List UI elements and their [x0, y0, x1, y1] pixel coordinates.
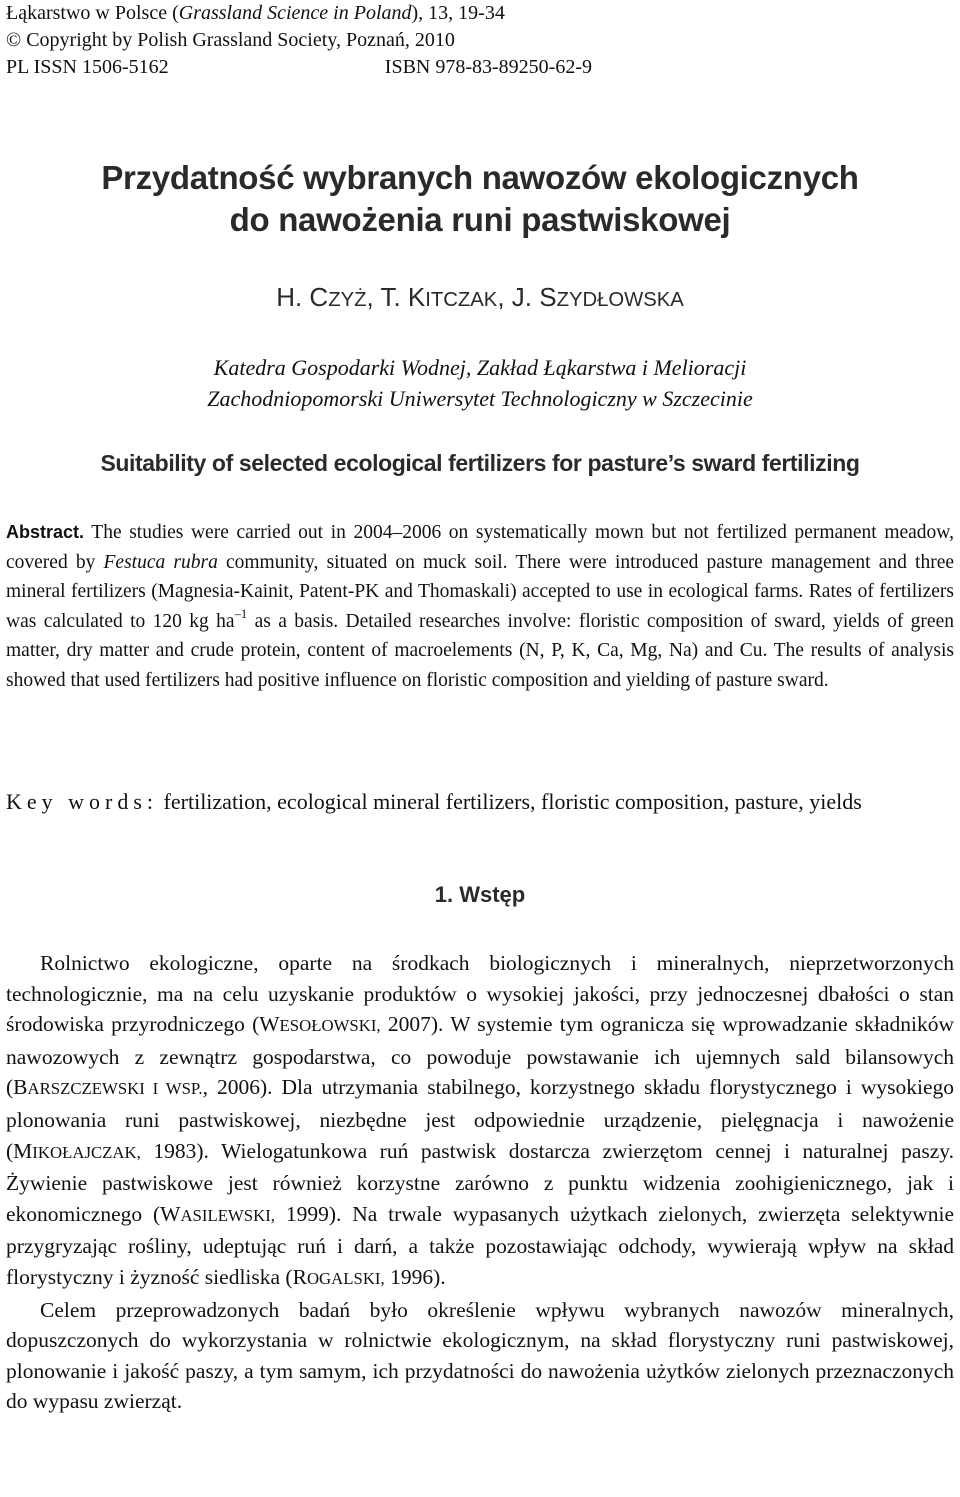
journal-title-pl: Łąkarstwo w Polsce [6, 2, 168, 24]
title-line-1: Przydatność wybranych nawozów ekologicznych [101, 159, 859, 196]
author-3: J. SZYDŁOWSKA [511, 282, 684, 312]
citation-mikolajczak: MIKOŁAJCZAK, [13, 1138, 141, 1163]
abstract-text-1: The studies were carried out in 2004–2006 on systematically mown but not fertilized permanent meadow, covered by [6, 522, 954, 573]
issn: PL ISSN 1506-5162 [6, 56, 169, 78]
english-title: Suitability of selected ecological fertilizers for pasture’s sward fertilizing [100, 450, 860, 476]
abstract-text-3: as a basis. Detailed researches involve: floristic composition of sward, yields of green matter, dry matter and crude protein, content of macroelements (N, P, K, Ca, Mg, Na) and Cu. The results of analysis showed that used fertilizers had positive influence on floristic composition and yielding of pasture sward. [6, 610, 954, 691]
keywords-label: Key words: [6, 789, 159, 814]
affiliation-line-1: Katedra Gospodarki Wodnej, Zakład Łąkarstwa i Melioracji [213, 355, 747, 380]
author-1: H. CZYŻ [276, 282, 367, 312]
citation-wesolowski: WESOŁOWSKI, [259, 1012, 381, 1037]
paragraph-1: Rolnictwo ekologiczne, oparte na środkach biologicznych i mineralnych, nieprzetworzonych technologicznie, ma na celu uzyskanie produktów o wysokiej jakości, przy jednoczesnej dbałości o stan środowiska przyrodniczego (WESOŁOWSKI, 2007). W systemie tym ogranicza się wprowadzanie składników nawozowych z zewnątrz gospodarstwa, co powoduje powstawanie ich ujemnych sald bilansowych (BARSZCZEWSKI I WSP., 2006). Dla utrzymania stabilnego, korzystnego składu florystycznego i wysokiego plonowania runi pastwiskowej, niezbędne jest odpowiednie urządzenie, pielęgnacja i nawożenie (MIKOŁAJCZAK, 1983). Wielogatunkowa ruń pastwisk dostarcza zwierzętom cennej i naturalnej paszy. Żywienie pastwiskowe jest również korzystne zarówno z punktu widzenia zoohigienicznego, jak i ekonomicznego (WASILEWSKI, 1999). Na trwale wypasanych użytkach zielonych, zwierzęta selektywnie przygryzając rośliny, udeptując ruń i darń, a także pozostawiając odchody, wywierają wpływ na skład florystyczny i żyzność siedliska (ROGALSKI, 1996). [6, 951, 955, 1289]
citation-barszczewski: BARSZCZEWSKI I WSP. [13, 1075, 203, 1100]
species-name: Festuca rubra [103, 551, 218, 573]
abstract-text-2: community, situated on muck soil. There were introduced pasture management and three mineral fertilizers (Magnesia-Kainit, Patent-PK and Thomaskali) accepted to use in ecological farms. Rates of fertilizers was calculated to 120 kg ha [6, 551, 955, 632]
volume-pages: 13, 19-34 [428, 2, 505, 24]
abstract [6, 518, 954, 695]
paragraph-2: Celem przeprowadzonych badań było określenie wpływu wybranych nawozów mineralnych, dopuszczonych do wykorzystania w rolnictwie ekologicznym, na skład florystyczny runi pastwiskowej, plonowanie i jakość paszy, a tym samym, ich przydatności do nawożenia użytków zielonych przeznaczonych do wypasu zwierząt. [6, 1297, 954, 1414]
isbn: ISBN 978-83-89250-62-9 [384, 56, 592, 78]
journal-title-en: Grassland Science in Poland [178, 2, 412, 24]
keywords-text: fertilization, ecological mineral fertilizers, floristic composition, pasture, yields [163, 789, 862, 814]
issn-isbn-row [6, 54, 592, 81]
unit-exponent: –1 [234, 606, 248, 621]
journal-line: Łąkarstwo w Polsce (Grassland Science in Poland), 13, 19-34 [6, 2, 505, 24]
author-list: H. CZYŻ, T. KITCZAK, J. SZYDŁOWSKA [276, 282, 684, 312]
article-title [0, 157, 960, 241]
abstract-label: Abstract. [6, 522, 85, 542]
citation-rogalski: ROGALSKI, [292, 1264, 385, 1289]
body-text [6, 948, 954, 1417]
affiliation-line-2: Zachodniopomorski Uniwersytet Technologiczny w Szczecinie [207, 386, 753, 411]
section-heading: 1. Wstęp [434, 882, 526, 907]
keywords [6, 786, 954, 818]
copyright-line: © Copyright by Polish Grassland Society, Poznań, 2010 [6, 29, 455, 51]
journal-header [6, 0, 596, 81]
title-line-2: do nawożenia runi pastwiskowej [229, 201, 731, 238]
author-2: T. KITCZAK [380, 282, 498, 312]
affiliation [0, 352, 960, 414]
citation-wasilewski: WASILEWSKI, [160, 1201, 275, 1226]
